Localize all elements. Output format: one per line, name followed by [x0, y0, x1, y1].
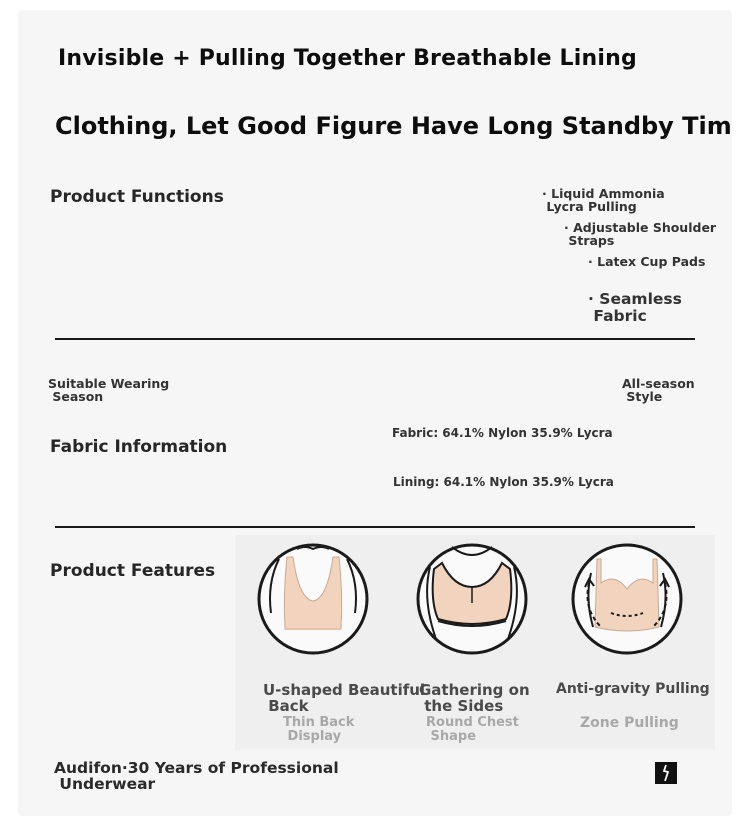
- side-gathering-bra-icon: [416, 543, 528, 655]
- feature-3-subtitle: Zone Pulling: [580, 715, 679, 731]
- function-item-lycra: · Liquid Ammonia Lycra Pulling: [542, 186, 665, 214]
- brand-tagline: Audifon·30 Years of Professional Underwear: [54, 759, 339, 793]
- u-back-bra-icon: [257, 543, 369, 655]
- section-divider-1: [55, 338, 695, 340]
- section-divider-2: [55, 526, 695, 528]
- anti-gravity-bra-icon: [571, 543, 683, 655]
- headline-line-1: Invisible + Pulling Together Breathable Lining: [58, 46, 637, 71]
- product-functions-title: Product Functions: [50, 187, 224, 207]
- feature-2-title: Gathering on the Sides: [419, 681, 530, 715]
- lining-composition: Lining: 64.1% Nylon 35.9% Lycra: [393, 475, 614, 489]
- wearing-season-label: Suitable Wearing Season: [48, 376, 170, 404]
- feature-1-subtitle: Thin Back Display: [283, 715, 355, 744]
- function-item-straps: · Adjustable Shoulder Straps: [564, 220, 717, 248]
- feature-2-subtitle: Round Chest Shape: [426, 715, 519, 744]
- wearing-season-value: All-season Style: [622, 376, 695, 404]
- feature-1-title: U-shaped Beautiful Back: [263, 681, 426, 715]
- brand-logo-icon: [655, 762, 677, 784]
- function-item-cup-pads: · Latex Cup Pads: [588, 254, 706, 269]
- fabric-information-title: Fabric Information: [50, 437, 228, 457]
- fabric-composition: Fabric: 64.1% Nylon 35.9% Lycra: [392, 426, 613, 440]
- headline-line-2: Clothing, Let Good Figure Have Long Standby Tim: [55, 112, 732, 140]
- function-item-seamless: · Seamless Fabric: [588, 290, 682, 325]
- product-features-title: Product Features: [50, 561, 216, 581]
- feature-3-title: Anti-gravity Pulling: [556, 681, 710, 697]
